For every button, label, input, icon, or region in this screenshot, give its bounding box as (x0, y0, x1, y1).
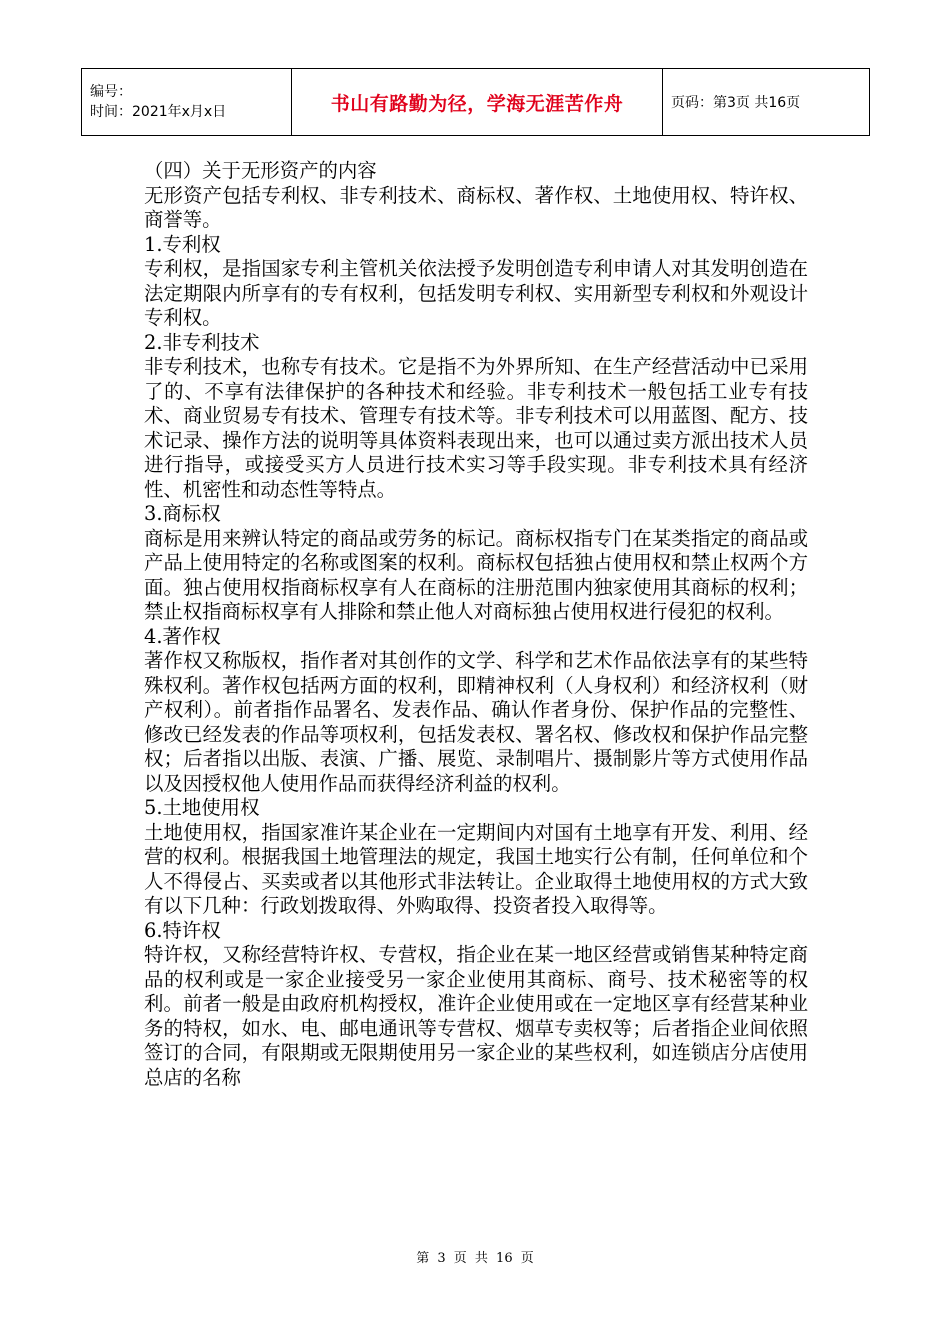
document-header (81, 68, 870, 136)
item-heading-patent: 1.专利权 (144, 232, 221, 256)
section-title: （四）关于无形资产的内容 (144, 159, 377, 182)
item-text-patent: 专利权，是指国家专利主管机关依法授予发明创造专利申请人对其发明创造在法定期限内所享有的专有权利，包括发明专利权、实用新型专利权和外观设计专利权。 (144, 257, 808, 329)
item-text-know-how: 非专利技术，也称专有技术。它是指不为外界所知、在生产经营活动中已采用了的、不享有法律保护的各种技术和经验。非专利技术一般包括工业专有技术、商业贸易专有技术、管理专有技术等。非专利技术可以用蓝图、配方、技术记录、操作方法的说明等具体资料表现出来，也可以通过卖方派出技术人员进行指导，或接受买方人员进行技术实习等手段实现。非专利技术具有经济性、机密性和动态性等特点。 (144, 355, 808, 501)
item-heading-trademark: 3.商标权 (144, 502, 221, 525)
item-heading-land-use: 5.土地使用权 (144, 796, 260, 819)
intro-paragraph: 无形资产包括专利权、非专利技术、商标权、著作权、土地使用权、特许权、商誉等。 (144, 183, 808, 231)
item-text-copyright: 著作权又称版权，指作者对其创作的文学、科学和艺术作品依法享有的某些特殊权利。著作权包括两方面的权利，即精神权利（人身权利）和经济权利（财产权利）。前者指作品署名、发表作品、确认作者身份、保护作品的完整性、修改已经发表的作品等项权利，包括发表权、署名权、修改权和保护作品完整权；后者指以出版、表演、广播、展览、录制唱片、摄制影片等方式使用作品以及因授权他人使用作品而获得经济利益的权利。 (144, 649, 808, 795)
header-info-cell (82, 69, 292, 136)
document-time-label: 时间：2021年x月x日 (90, 104, 227, 120)
header-page-label: 页码：第3页 共16页 (663, 69, 870, 136)
page-footer: 第 3 页 共 16 页 (416, 1251, 534, 1266)
item-text-trademark: 商标是用来辨认特定的商品或劳务的标记。商标权指专门在某类指定的商品或产品上使用特定的名称或图案的权利。商标权包括独占使用权和禁止权两个方面。独占使用权指商标权享有人在商标的注册范围内独家使用其商标的权利；禁止权指商标权享有人排除和禁止他人对商标独占使用权进行侵犯的权利。 (144, 526, 808, 623)
item-heading-franchise: 6.特许权 (144, 918, 221, 942)
item-heading-know-how: 2.非专利技术 (144, 330, 260, 354)
item-text-land-use: 土地使用权，指国家准许某企业在一定期间内对国有土地享有开发、利用、经营的权利。根据我国土地管理法的规定，我国土地实行公有制，任何单位和个人不得侵占、买卖或者以其他形式非法转让。企业取得土地使用权的方式大致有以下几种：行政划拨取得、外购取得、投资者投入取得等。 (144, 820, 808, 917)
item-heading-copyright: 4.著作权 (144, 624, 221, 648)
item-text-franchise: 特许权，又称经营特许权、专营权，指企业在某一地区经营或销售某种特定商品的权利或是一家企业接受另一家企业使用其商标、商号、技术秘密等的权利。前者一般是由政府机构授权，准许企业使用或在一定地区享有经营某种业务的特权，如水、电、邮电通讯等专营权、烟草专卖权等；后者指企业间依照签订的合同，有限期或无限期使用另一家企业的某些权利，如连锁店分店使用总店的名称 (144, 943, 808, 1089)
document-number-label: 编号： (90, 84, 132, 100)
document-body (144, 159, 808, 1090)
header-motto: 书山有路勤为径，学海无涯苦作舟 (292, 69, 663, 136)
